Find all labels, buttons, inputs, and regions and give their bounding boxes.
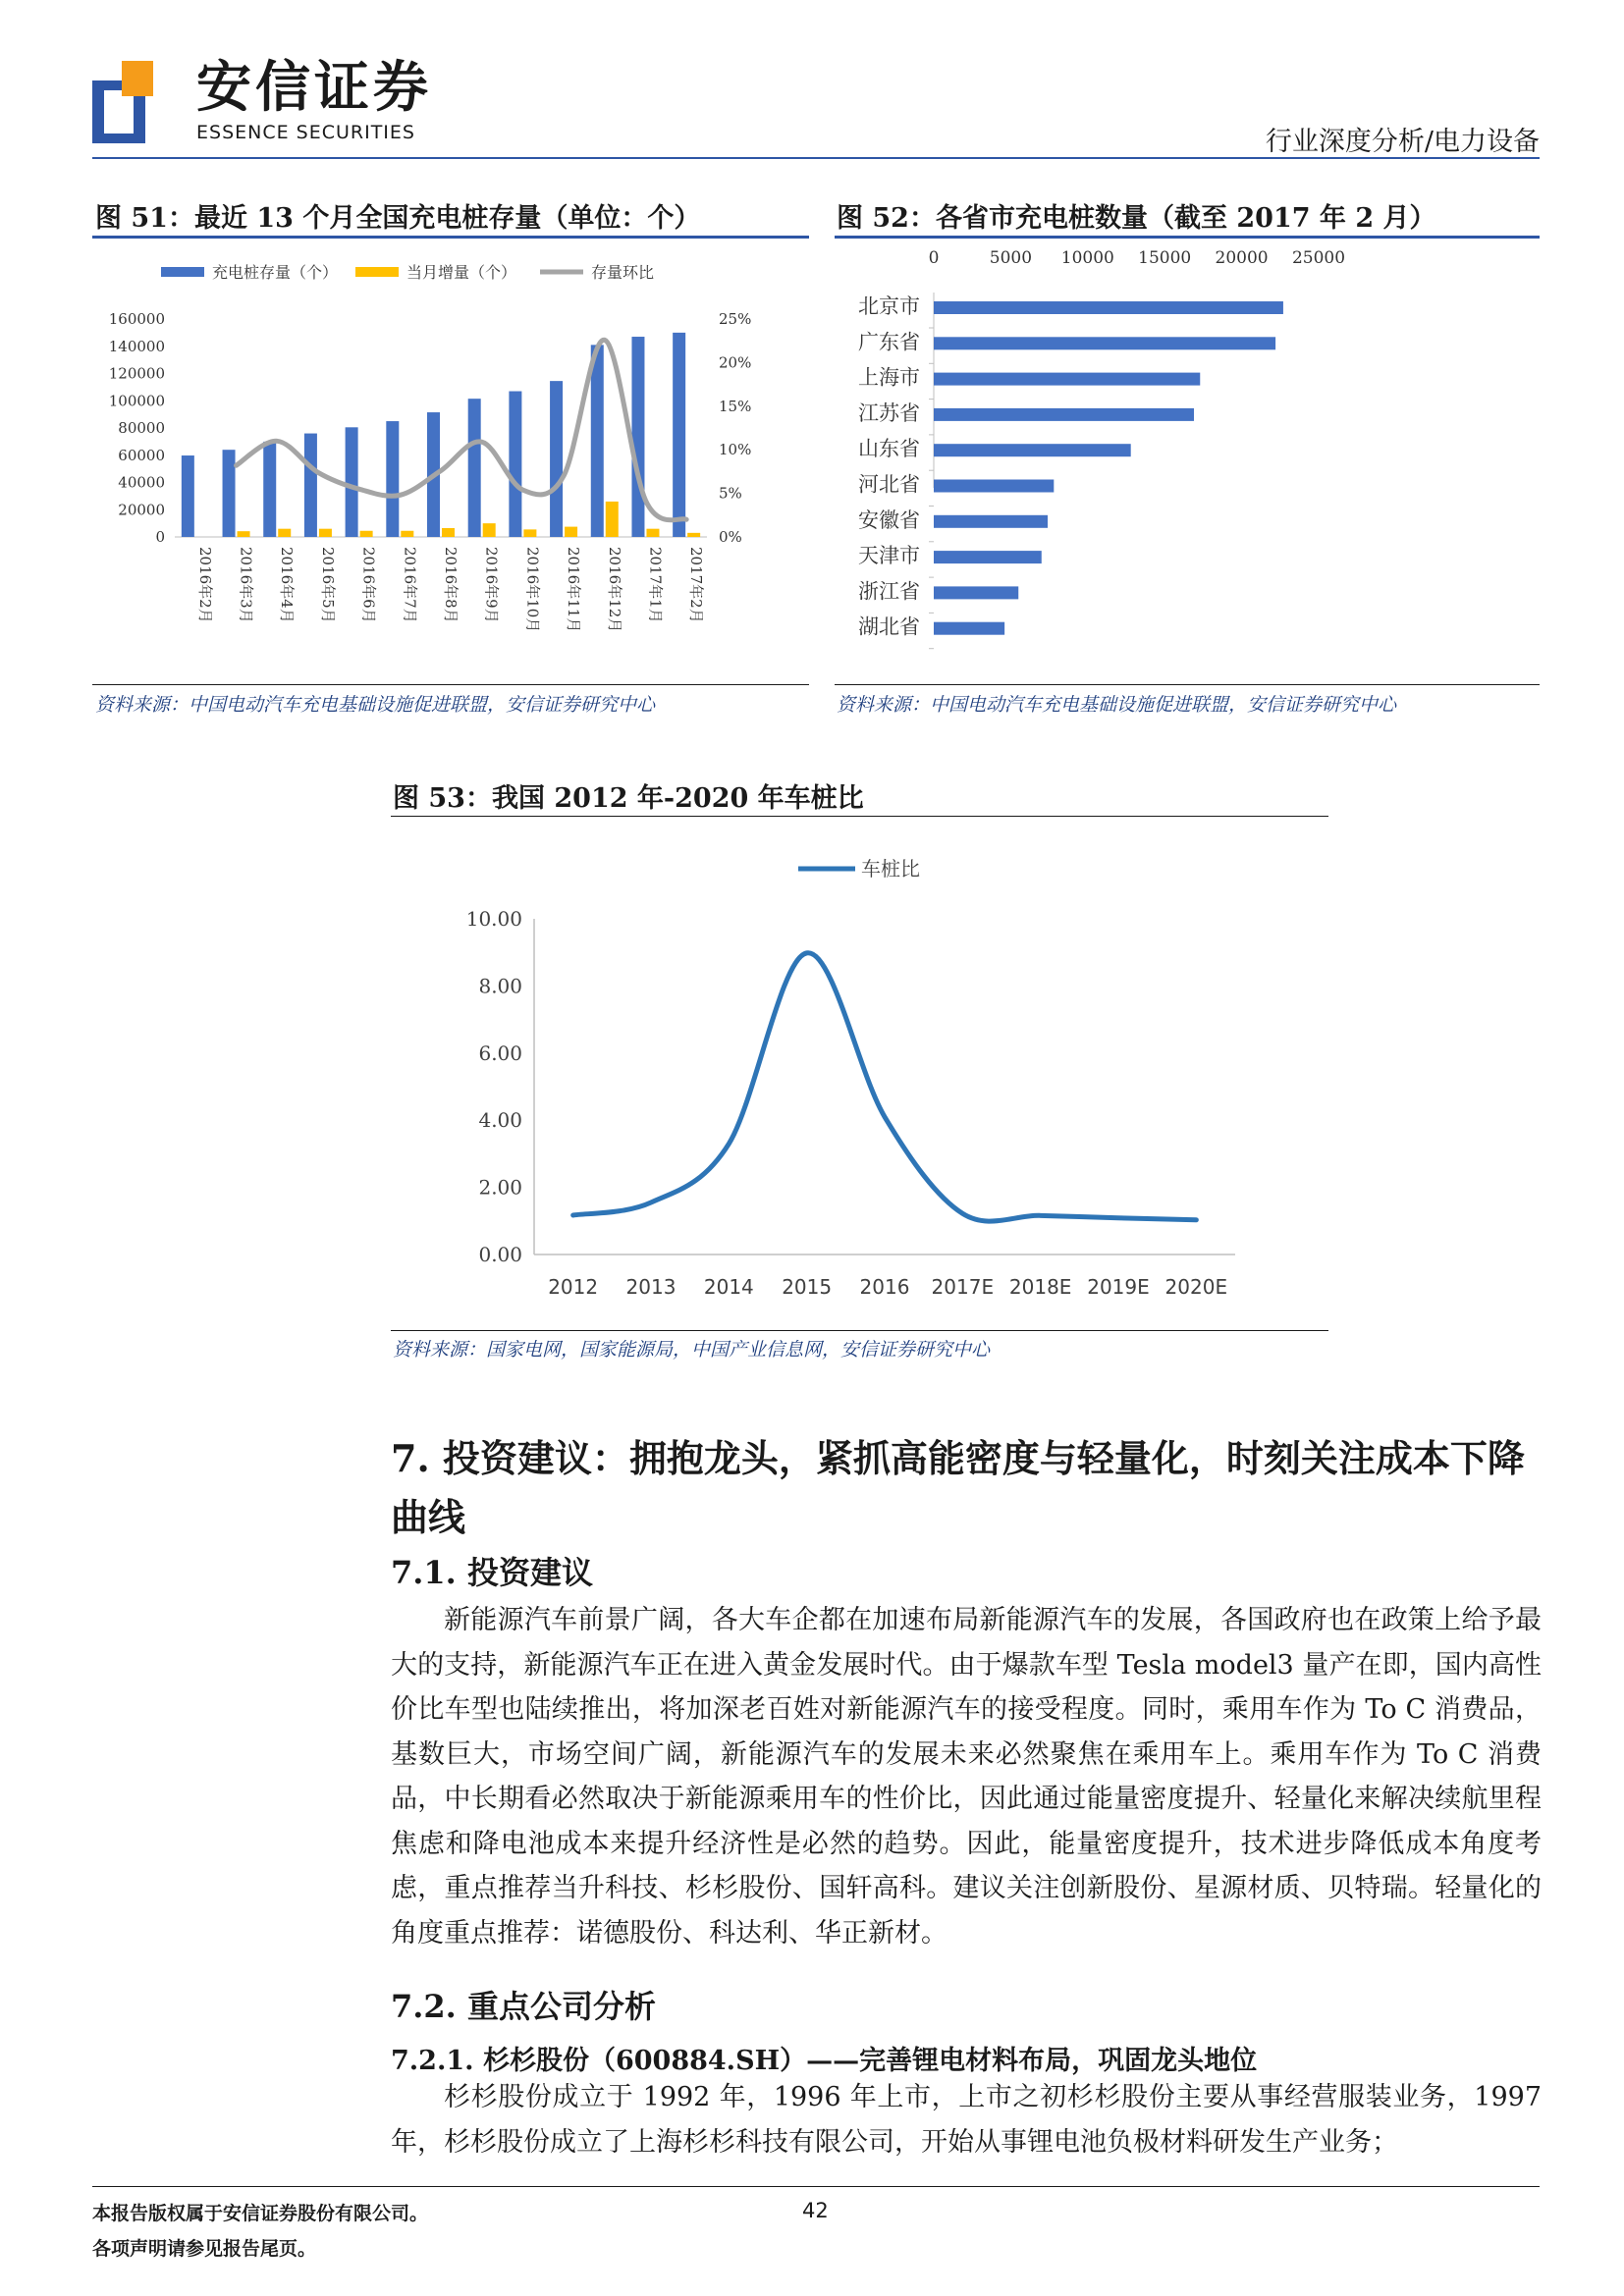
bar-province — [934, 301, 1283, 314]
bar-monthly-increase — [360, 531, 373, 537]
bar-stock — [468, 399, 481, 537]
fig51-bottom-rule — [92, 684, 809, 685]
x-tick-label: 2017E — [931, 1275, 995, 1299]
y2-tick-label: 25% — [719, 310, 752, 328]
y-tick-label: 江苏省 — [858, 400, 920, 425]
bar-monthly-increase — [565, 527, 577, 537]
bar-monthly-increase — [523, 529, 536, 537]
x-tick-label: 2016年9月 — [482, 547, 501, 623]
y-tick-label: 0.00 — [478, 1243, 522, 1266]
fig52-title-rule — [835, 236, 1540, 239]
x-tick-label: 2019E — [1087, 1275, 1150, 1299]
x-tick-label: 2016年6月 — [359, 547, 378, 623]
x-tick-label: 20000 — [1215, 248, 1269, 268]
bar-stock — [346, 427, 358, 537]
company-logo-icon — [92, 61, 153, 143]
x-tick-label: 2020E — [1164, 1275, 1228, 1299]
x-tick-label: 2016 — [859, 1275, 910, 1299]
y-tick-label: 4.00 — [478, 1108, 522, 1133]
bar-stock — [263, 442, 276, 537]
y-tick-label: 湖北省 — [858, 614, 920, 639]
x-tick-label: 2016年7月 — [401, 547, 419, 623]
bar-province — [934, 622, 1004, 635]
y2-tick-label: 15% — [719, 397, 752, 415]
y-tick-label: 60000 — [118, 446, 165, 464]
line-vehicle-charger-ratio — [573, 953, 1197, 1221]
x-tick-label: 2016年12月 — [605, 547, 623, 633]
y-tick-label: 0 — [155, 528, 165, 546]
bar-province — [934, 586, 1018, 599]
bar-monthly-increase — [442, 528, 455, 537]
fig51-title: 图 51：最近 13 个月全国充电桩存量（单位：个） — [95, 203, 701, 234]
fig51-title-rule — [92, 236, 809, 239]
fig52-source: 资料来源：中国电动汽车充电基础设施促进联盟，安信证券研究中心 — [837, 694, 1397, 716]
fig53-title: 图 53：我国 2012 年-2020 年车桩比 — [393, 783, 864, 814]
bar-province — [934, 337, 1275, 349]
line-mom-growth — [237, 340, 687, 520]
bar-stock — [182, 455, 194, 537]
y-tick-label: 140000 — [108, 337, 165, 355]
y-tick-label: 2.00 — [478, 1175, 522, 1200]
report-category: 行业深度分析/电力设备 — [1265, 127, 1540, 157]
bar-province — [934, 480, 1054, 493]
bar-monthly-increase — [278, 529, 291, 537]
bar-stock — [591, 345, 604, 537]
x-tick-label: 2016年5月 — [318, 547, 337, 623]
legend-swatch-2 — [355, 267, 399, 277]
x-tick-label: 15000 — [1138, 248, 1192, 268]
bar-province — [934, 444, 1131, 456]
bar-stock — [673, 333, 685, 537]
x-tick-label: 2012 — [548, 1275, 599, 1299]
y2-tick-label: 10% — [719, 441, 752, 459]
x-tick-label: 25000 — [1291, 248, 1346, 268]
x-tick-label: 2015 — [782, 1275, 833, 1299]
section-7-1-heading: 7.1. 投资建议 — [391, 1554, 593, 1591]
section-7-2-1-heading: 7.2.1. 杉杉股份（600884.SH）——完善锂电材料布局，巩固龙头地位 — [391, 2046, 1258, 2076]
bar-province — [934, 373, 1200, 386]
x-tick-label: 10000 — [1060, 248, 1114, 268]
fig53-source: 资料来源：国家电网，国家能源局，中国产业信息网，安信证券研究中心 — [393, 1339, 991, 1361]
y-tick-label: 120000 — [108, 364, 165, 383]
page-number: 42 — [802, 2199, 829, 2222]
y-tick-label: 安徽省 — [858, 507, 920, 532]
bar-monthly-increase — [319, 529, 332, 537]
y-tick-label: 浙江省 — [858, 579, 920, 604]
footer-divider — [92, 2186, 1540, 2187]
y-tick-label: 8.00 — [478, 974, 522, 998]
x-tick-label: 2017年1月 — [646, 547, 665, 623]
bar-stock — [509, 392, 521, 537]
y-tick-label: 160000 — [108, 310, 165, 328]
bar-monthly-increase — [646, 529, 659, 537]
fig52-chart — [835, 245, 1540, 682]
x-tick-label: 2018E — [1008, 1275, 1072, 1299]
legend-swatch-1 — [161, 267, 204, 277]
y-tick-label: 40000 — [118, 473, 165, 492]
y-tick-label: 山东省 — [858, 437, 920, 461]
y-tick-label: 河北省 — [858, 472, 920, 497]
fig52-bottom-rule — [835, 684, 1540, 685]
y-tick-label: 80000 — [118, 419, 165, 437]
header-divider — [92, 157, 1540, 159]
y-tick-label: 6.00 — [478, 1041, 522, 1065]
brand-name-cn: 安信证券 — [196, 56, 432, 120]
fig52-title: 图 52：各省市充电桩数量（截至 2017 年 2 月） — [837, 203, 1436, 234]
y-tick-label: 100000 — [108, 392, 165, 410]
y2-tick-label: 20% — [719, 353, 752, 372]
legend-label-2: 当月增量（个） — [406, 263, 517, 282]
fig53-title-rule — [391, 816, 1328, 817]
brand-name-en: ESSENCE SECURITIES — [196, 122, 415, 143]
y-tick-label: 10.00 — [465, 907, 522, 931]
x-tick-label: 5000 — [989, 248, 1033, 268]
bar-province — [934, 515, 1048, 528]
fig53-bottom-rule — [391, 1330, 1328, 1331]
fig51-chart — [92, 245, 814, 682]
bar-stock — [304, 434, 317, 537]
fig51-source: 资料来源：中国电动汽车充电基础设施促进联盟，安信证券研究中心 — [95, 694, 656, 716]
bar-stock — [631, 337, 644, 537]
bar-province — [934, 408, 1194, 421]
fig53-chart — [391, 829, 1328, 1325]
legend-label-3: 存量环比 — [591, 263, 655, 282]
bar-monthly-increase — [401, 531, 413, 537]
x-tick-label: 2016年8月 — [442, 547, 460, 623]
x-tick-label: 2016年4月 — [278, 547, 297, 623]
y-tick-label: 天津市 — [858, 544, 920, 568]
footer-copyright: 本报告版权属于安信证券股份有限公司。 — [92, 2203, 429, 2224]
bar-monthly-increase — [238, 531, 250, 537]
bar-stock — [550, 381, 563, 537]
legend-label: 车桩比 — [861, 857, 920, 881]
bar-stock — [223, 450, 236, 537]
x-tick-label: 2016年3月 — [237, 547, 255, 623]
x-tick-label: 2016年2月 — [195, 547, 214, 623]
x-tick-label: 2013 — [625, 1275, 677, 1299]
section-7-2-1-paragraph: 杉杉股份成立于 1992 年，1996 年上市，上市之初杉杉股份主要从事经营服装业务，1997 年，杉杉股份成立了上海杉杉科技有限公司，开始从事锂电池负极材料研发生产业务； — [391, 2082, 1542, 2158]
y-tick-label: 广东省 — [858, 330, 920, 354]
legend-label-1: 充电桩存量（个） — [212, 263, 339, 282]
y2-tick-label: 0% — [719, 528, 742, 546]
section-7-1-paragraph: 新能源汽车前景广阔，各大车企都在加速布局新能源汽车的发展，各国政府也在政策上给予最大的支持，新能源汽车正在进入黄金发展时代。由于爆款车型 Tesla model3 量产在即，国内高性价比车型也陆续推出，将加深老百姓对新能源汽车的接受程度。同时，乘用车作为 To C 消费品，基数巨大，市场空间广阔，新能源汽车的发展未来必然聚焦在乘用车上。乘用车作为 To C 消费品，中长期看必然取决于新能源乘用车的性价比，因此通过能量密度提升、轻量化来解决续航里程焦虑和降电池成本来提升经济性是必然的趋势。因此，能量密度提升，技术进步降低成本角度考虑，重点推荐当升科技、杉杉股份、国轩高科。建议关注创新股份、星源材质、贝特瑞。轻量化的角度重点推荐：诺德股份、科达利、华正新材。 — [391, 1605, 1542, 1949]
x-tick-label: 2014 — [703, 1275, 754, 1299]
section-7-heading: 7. 投资建议：拥抱龙头，紧抓高能密度与轻量化，时刻关注成本下降曲线 — [391, 1436, 1525, 1539]
bar-province — [934, 551, 1042, 563]
x-tick-label: 2016年11月 — [565, 547, 583, 633]
bar-stock — [386, 421, 399, 537]
bar-monthly-increase — [687, 533, 700, 537]
bar-monthly-increase — [606, 502, 619, 537]
x-tick-label: 2016年10月 — [523, 547, 542, 633]
footer-disclaimer: 各项声明请参见报告尾页。 — [92, 2238, 317, 2260]
y-tick-label: 上海市 — [858, 365, 920, 390]
y-tick-label: 北京市 — [858, 294, 920, 318]
bar-monthly-increase — [483, 523, 496, 537]
x-tick-label: 2017年2月 — [687, 547, 706, 623]
y2-tick-label: 5% — [719, 484, 742, 503]
y-tick-label: 20000 — [118, 501, 165, 519]
x-tick-label: 0 — [928, 248, 940, 268]
section-7-2-heading: 7.2. 重点公司分析 — [391, 1988, 656, 2025]
